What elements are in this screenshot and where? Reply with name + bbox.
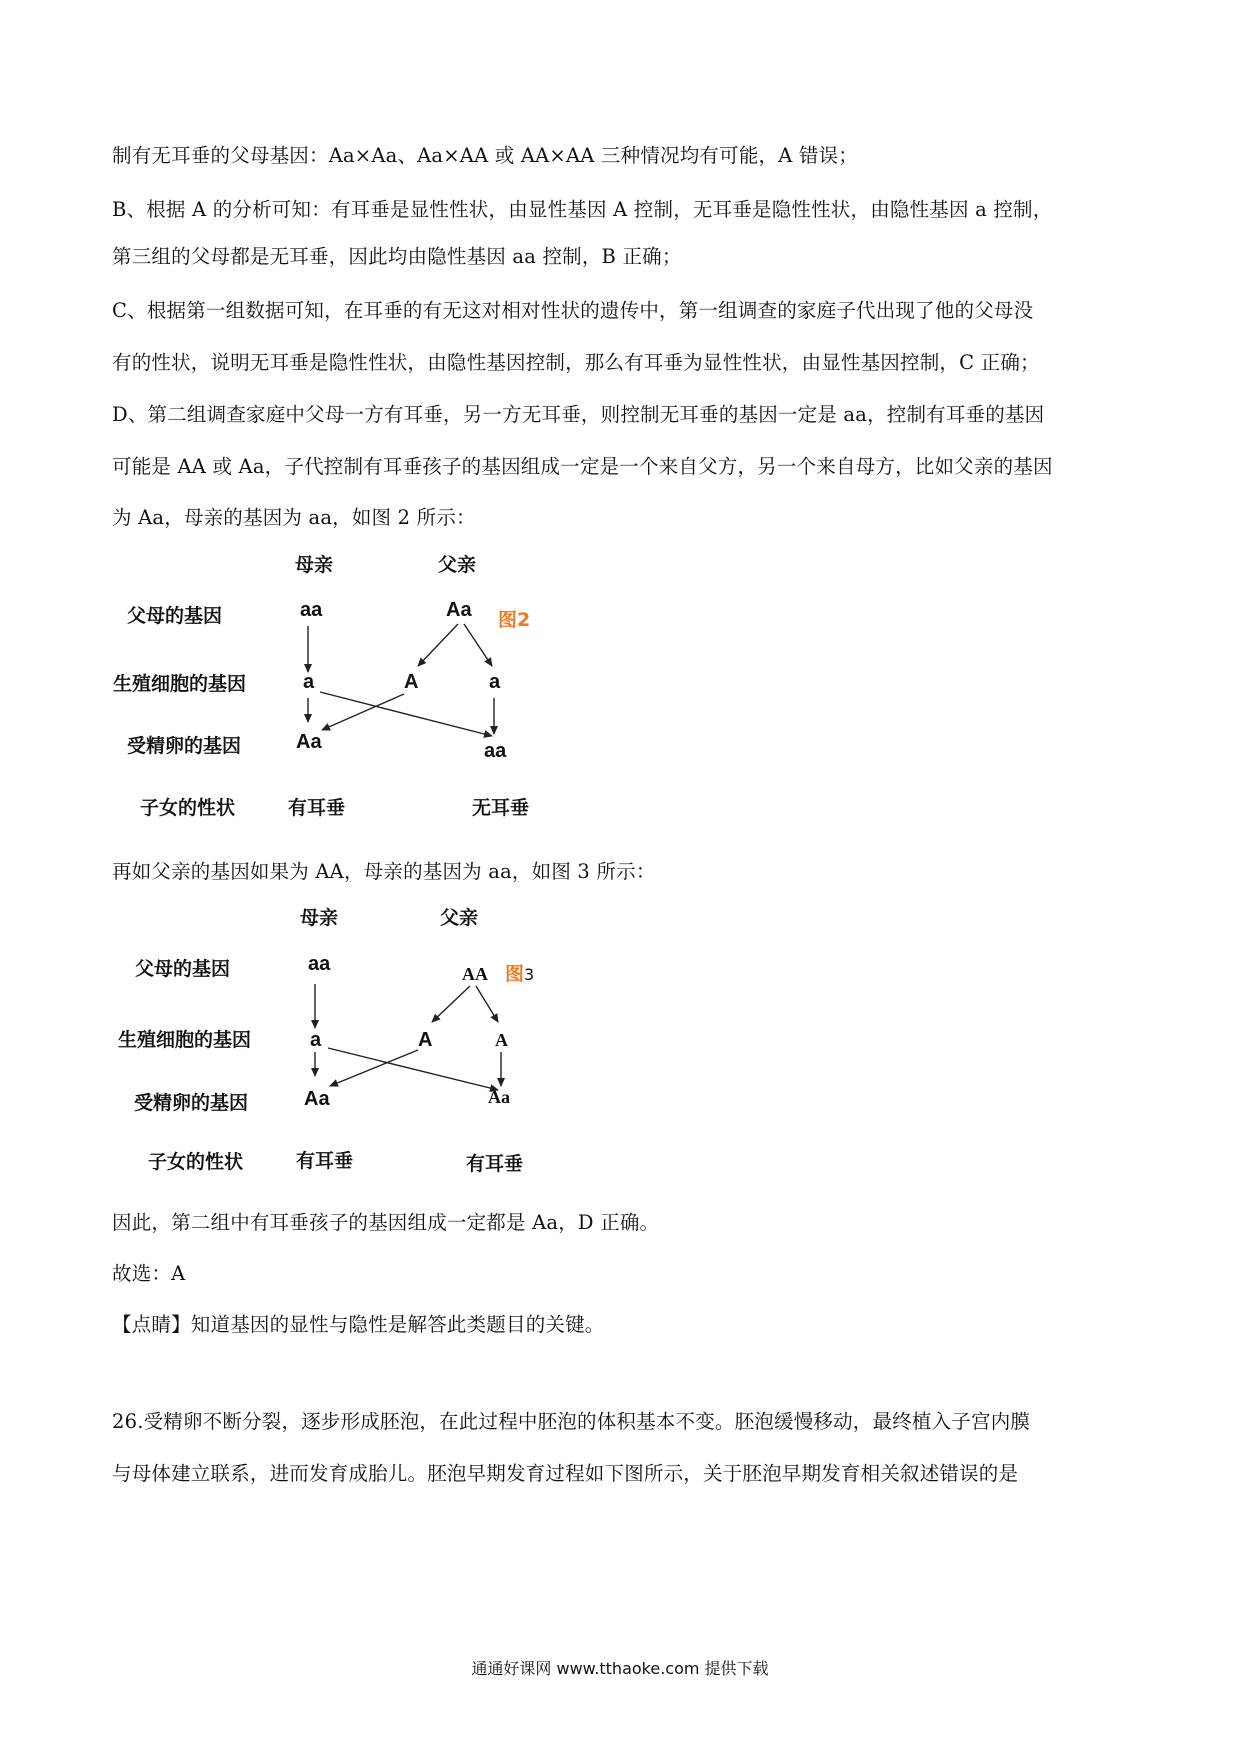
row-label-offspring-trait: 子女的性状 — [140, 797, 236, 819]
row-label-germ-cell-genes: 生殖细胞的基因 — [113, 673, 247, 695]
text-line: B、根据 A 的分析可知：有耳垂是显性性状，由显性基因 A 控制，无耳垂是隐性性状，由隐性基因 a 控制， — [112, 198, 1053, 221]
text-line: D、第二组调查家庭中父母一方有耳垂，另一方无耳垂，则控制无耳垂的基因一定是 aa，控制有耳垂的基因 — [112, 403, 1045, 426]
figure-label-number: 3 — [524, 965, 535, 984]
text-line: 故选：A — [112, 1262, 186, 1285]
inheritance-diagram-figure-2 — [100, 548, 620, 848]
offspring-trait-1: 有耳垂 — [288, 797, 346, 819]
row-label-offspring-trait: 子女的性状 — [148, 1151, 244, 1173]
row-label-parent-genes: 父母的基因 — [135, 958, 231, 980]
father-gene: AA — [462, 964, 488, 984]
arrow — [432, 986, 470, 1022]
text-line: 【点睛】知道基因的显性与隐性是解答此类题目的关键。 — [112, 1313, 605, 1336]
mother-gene: aa — [300, 599, 323, 621]
arrow — [418, 624, 458, 666]
row-label-zygote-genes: 受精卵的基因 — [127, 735, 242, 757]
offspring-gene-1: Aa — [296, 731, 322, 753]
question-text-line: 与母体建立联系，进而发育成胎儿。胚泡早期发育过程如下图所示，关于胚泡早期发育相关叙述错误的是 — [112, 1462, 1019, 1485]
father-gamete-1: A — [418, 1029, 433, 1051]
offspring-gene-1: Aa — [304, 1088, 330, 1110]
text-line: 因此，第二组中有耳垂孩子的基因组成一定都是 Aa，D 正确。 — [112, 1211, 660, 1234]
arrow — [464, 624, 492, 666]
mother-header: 母亲 — [295, 554, 334, 576]
row-label-parent-genes: 父母的基因 — [127, 605, 223, 627]
offspring-gene-2: Aa — [488, 1087, 510, 1107]
mother-gene: aa — [308, 953, 331, 975]
figure-label — [505, 963, 534, 985]
father-gamete-1: A — [404, 671, 419, 693]
row-label-germ-cell-genes: 生殖细胞的基因 — [118, 1029, 252, 1051]
figure-label-prefix: 图 — [505, 963, 525, 985]
arrow — [322, 694, 404, 730]
mother-header: 母亲 — [300, 907, 339, 929]
offspring-trait-2: 有耳垂 — [466, 1153, 524, 1175]
mother-gamete: a — [303, 671, 315, 693]
father-gamete-2: A — [495, 1030, 508, 1050]
father-header: 父亲 — [438, 554, 477, 576]
row-label-zygote-genes: 受精卵的基因 — [134, 1092, 249, 1114]
offspring-gene-2: aa — [484, 740, 507, 762]
text-line: C、根据第一组数据可知，在耳垂的有无这对相对性状的遗传中，第一组调查的家庭子代出现了他的父母没 — [112, 299, 1034, 322]
mother-gamete: a — [310, 1029, 322, 1051]
text-line: 第三组的父母都是无耳垂，因此均由隐性基因 aa 控制，B 正确； — [112, 245, 682, 268]
father-gamete-2: a — [489, 671, 501, 693]
arrow — [476, 986, 498, 1022]
text-line: 制有无耳垂的父母基因：Aa×Aa、Aa×AA 或 AA×AA 三种情况均有可能，A 错误； — [112, 144, 859, 167]
text-line: 为 Aa，母亲的基因为 aa，如图 2 所示： — [112, 506, 476, 529]
page-footer: 通通好课网 www.tthaoke.com 提供下载 — [471, 1659, 769, 1678]
arrow — [320, 692, 492, 736]
offspring-trait-1: 有耳垂 — [296, 1150, 354, 1172]
figure-label: 图2 — [498, 609, 531, 631]
father-header: 父亲 — [440, 907, 479, 929]
father-gene: Aa — [446, 599, 472, 621]
offspring-trait-2: 无耳垂 — [472, 797, 530, 819]
question-text-line: 26.受精卵不断分裂，逐步形成胚泡，在此过程中胚泡的体积基本不变。胚泡缓慢移动，最终植入子宫内膜 — [112, 1410, 1031, 1433]
text-line: 再如父亲的基因如果为 AA，母亲的基因为 aa，如图 3 所示： — [112, 860, 656, 883]
arrow — [330, 1050, 418, 1086]
text-line: 可能是 AA 或 Aa，子代控制有耳垂孩子的基因组成一定是一个来自父方，另一个来自母方，比如父亲的基因 — [112, 455, 1053, 478]
text-line: 有的性状，说明无耳垂是隐性性状，由隐性基因控制，那么有耳垂为显性性状，由显性基因控制，C 正确； — [112, 351, 1040, 374]
arrow — [328, 1048, 498, 1090]
inheritance-diagram-figure-3 — [100, 900, 620, 1200]
